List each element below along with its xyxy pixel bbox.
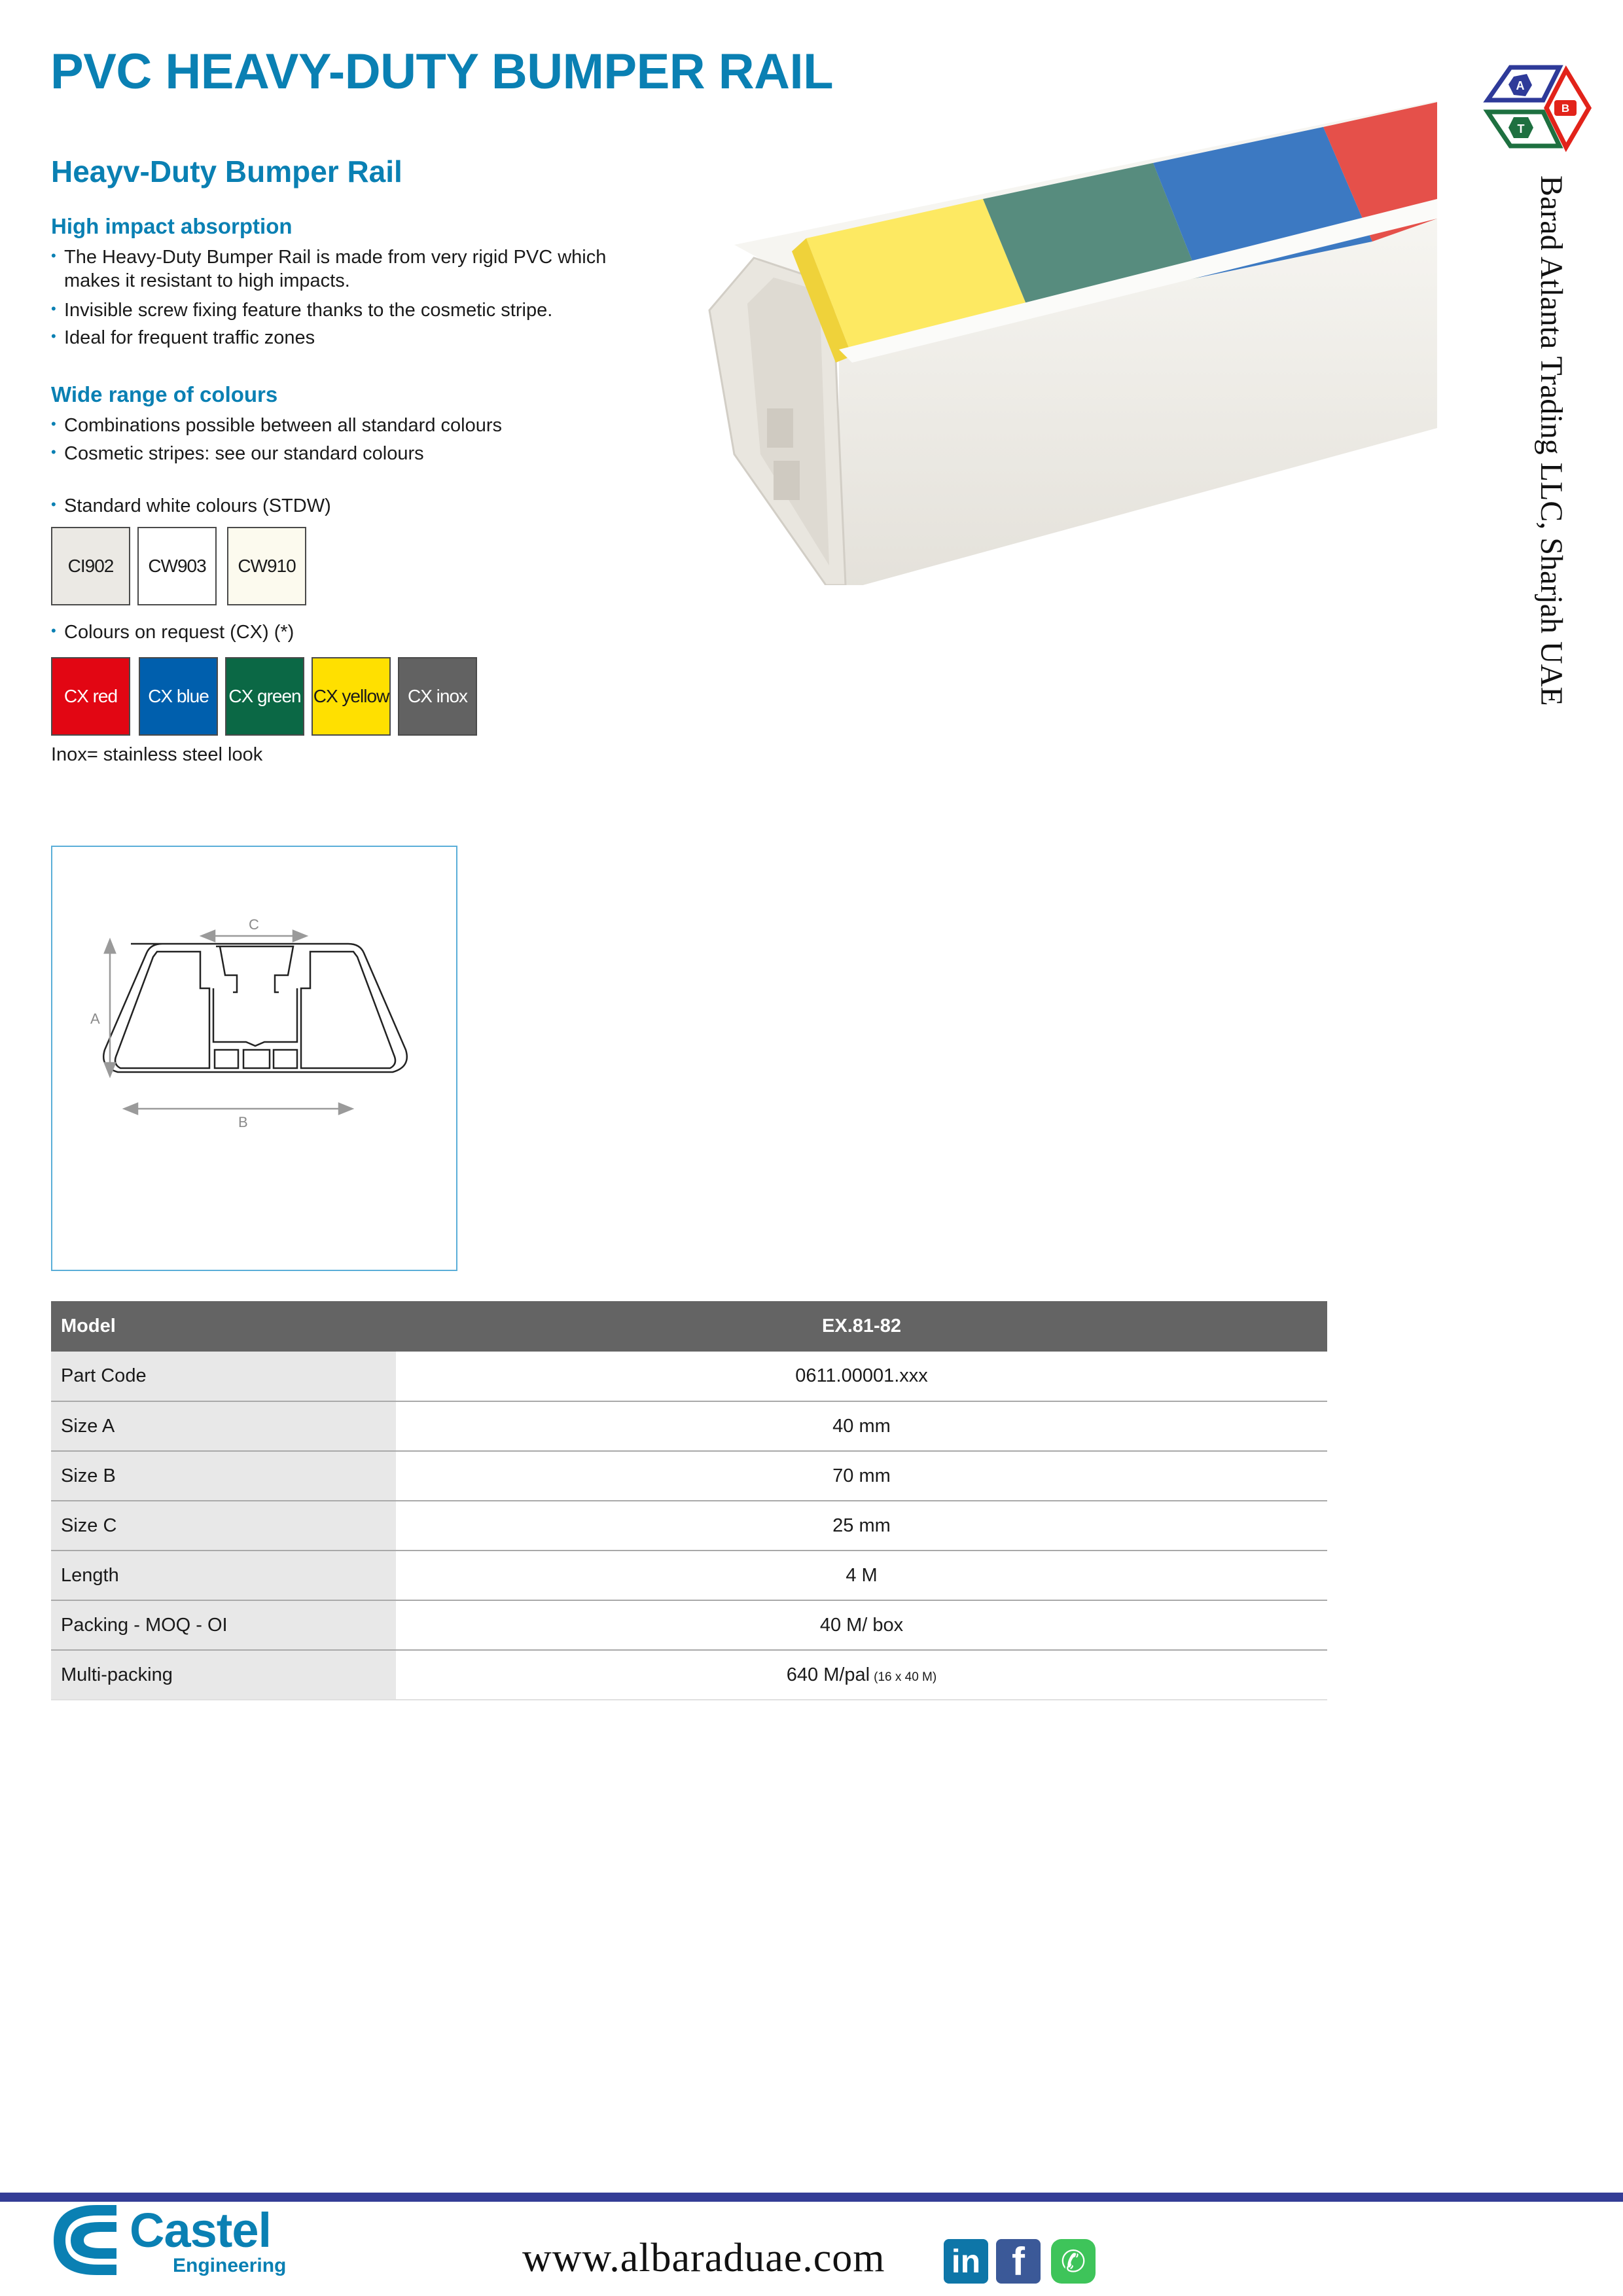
bullet-icon: • [51,416,56,432]
spec-value [396,1451,1327,1501]
spec-value [396,1401,1327,1451]
spec-value-note: (16 x 40 M) [874,1670,937,1684]
colour-swatch [51,527,130,605]
bumper-rail-illustration [695,88,1437,585]
spec-label: Multi-packing [51,1650,396,1700]
spec-value-text: 0611.00001.xxx [795,1365,928,1386]
colour-swatch [398,657,477,736]
swatch-code: CW910 [238,556,296,576]
header-model-value: EX.81-82 [396,1301,1327,1352]
profile-drawing [52,847,456,1270]
bullet-icon: • [51,328,56,344]
colour-swatch [139,657,218,736]
spec-label: Packing - MOQ - OI [51,1600,396,1650]
swatch-code: CW903 [148,556,206,576]
castel-brand-sub: Engineering [173,2255,287,2276]
product-photo [695,88,1437,585]
castel-brand: Castel [130,2203,272,2257]
table-header-row [51,1301,1327,1352]
colour-swatch [137,527,217,605]
table-row [51,1501,1327,1551]
impact-bullet-3: • Ideal for frequent traffic zones [51,325,315,350]
colour-swatch [227,527,306,605]
dimension-label-c: C [249,916,259,933]
colour-swatch [51,657,130,736]
colours-heading: Wide range of colours [51,382,278,406]
footer-divider [0,2193,1623,2202]
bullet-icon: • [51,247,56,264]
company-name-vertical: Barad Atlanta Trading LLC, Sharjah UAE [1534,175,1569,706]
table-row [51,1401,1327,1451]
swatch-code: CX red [63,686,118,706]
spec-value [396,1501,1327,1551]
impact-bullet-2: • Invisible screw fixing feature thanks to the cosmetic stripe. [51,297,552,322]
colours-bullet-2: • Cosmetic stripes: see our standard colours [51,440,424,465]
facebook-icon[interactable]: f [996,2239,1041,2284]
swatch-code: CX yellow [313,686,389,706]
spec-label: Length [51,1551,396,1600]
abt-hexagon-logo-icon [1481,56,1595,158]
table-row [51,1451,1327,1501]
swatch-code: CX green [228,686,301,706]
castel-c-icon [51,2202,123,2278]
spec-label: Size B [51,1451,396,1501]
product-subtitle: Heayv-Duty Bumper Rail [51,154,402,188]
spec-value-text: 70 mm [832,1465,891,1486]
spec-value-text: 40 mm [832,1415,891,1437]
spec-value-text: 640 M/pal [786,1664,870,1685]
spec-value [396,1551,1327,1600]
swatch-code: CI902 [67,556,114,576]
colour-swatch [312,657,391,736]
castel-logo [51,2202,293,2278]
spec-value-text: 40 M/ box [819,1614,904,1636]
spec-value [396,1352,1327,1401]
inox-note: Inox= stainless steel look [51,744,263,765]
table-row [51,1352,1327,1401]
colours-bullet-1: • Combinations possible between all standard colours [51,412,502,437]
svg-text:T: T [1517,122,1525,135]
bullet-icon: • [51,622,56,639]
spec-value-text: 25 mm [832,1515,891,1536]
svg-text:B: B [1561,102,1570,115]
bullet-icon: • [51,300,56,317]
cross-section-diagram [51,846,457,1271]
table-row [51,1600,1327,1650]
colour-swatch [225,657,304,736]
impact-bullet-1-cont: makes it resistant to high impacts. [64,270,350,291]
spec-label: Size C [51,1501,396,1551]
spec-value [396,1650,1327,1700]
svg-text:A: A [1516,79,1525,92]
spec-value-text: 4 M [846,1564,878,1586]
bullet-icon: • [51,444,56,460]
linkedin-icon[interactable]: in [944,2239,988,2284]
website-link[interactable]: www.albaraduae.com [522,2236,885,2280]
impact-bullet-1: • The Heavy-Duty Bumper Rail is made from very rigid PVC which [51,244,606,269]
dimension-label-b: B [238,1114,248,1130]
barad-logo [1481,56,1595,158]
spec-label: Part Code [51,1352,396,1401]
standard-colours-label: • Standard white colours (STDW) [51,493,331,518]
page-title: PVC HEAVY-DUTY BUMPER RAIL [50,44,834,99]
dimension-label-a: A [90,1011,100,1027]
spec-label: Size A [51,1401,396,1451]
bullet-icon: • [51,496,56,512]
table-row [51,1551,1327,1600]
swatch-code: CX inox [407,686,468,706]
impact-heading: High impact absorption [51,214,293,238]
spec-value [396,1600,1327,1650]
swatch-code: CX blue [148,686,209,706]
request-colours-label: • Colours on request (CX) (*) [51,619,294,644]
spec-table [51,1301,1327,1700]
whatsapp-icon[interactable]: ✆ [1051,2239,1096,2284]
header-model-label: Model [51,1301,396,1352]
table-row [51,1650,1327,1700]
